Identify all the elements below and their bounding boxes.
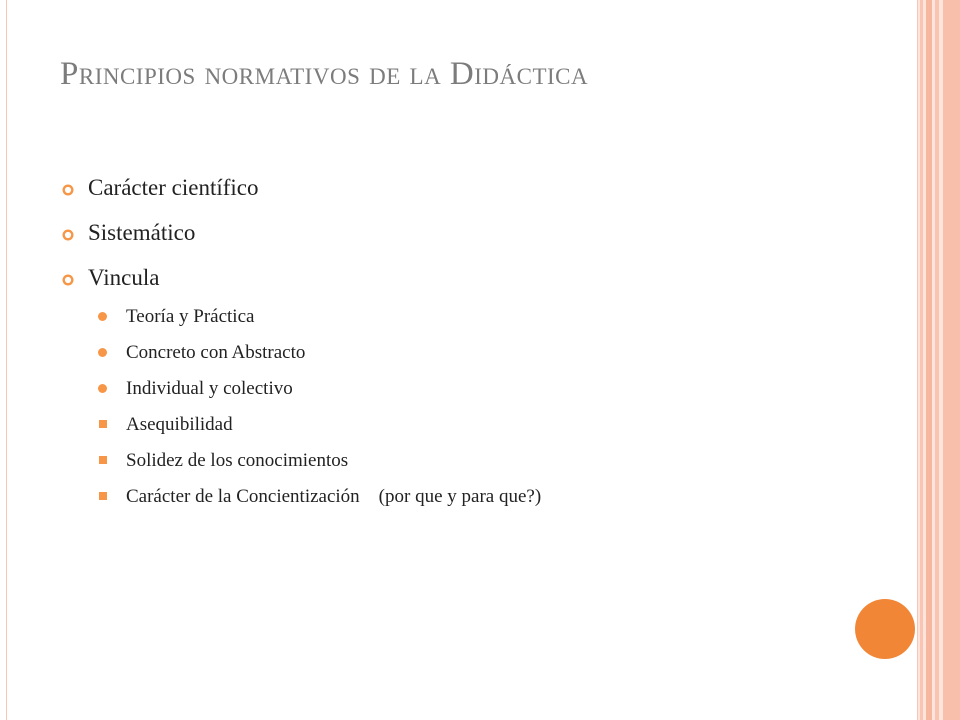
orange-dot-icon [98,348,107,357]
sub-bullet-text: Solidez de los conocimientos [126,450,349,471]
bullet-text: Vincula [88,265,160,290]
stripe [920,0,923,720]
orange-dot-icon [98,384,107,393]
stripe [935,0,939,720]
orange-circle-decoration [855,599,915,659]
slide-title: Principios normativos de la Didáctica [60,56,589,92]
stripe [943,0,960,720]
hollow-orange-circle-icon [62,274,74,286]
stripe [926,0,932,720]
bullet-list [62,175,542,522]
sub-bullet-text: Concreto con Abstracto [126,342,306,363]
orange-square-icon [99,492,107,500]
right-decorative-stripes [918,0,960,720]
list-item [62,220,196,265]
hollow-orange-circle-icon [62,184,74,196]
orange-dot-icon [98,312,107,321]
orange-square-icon [99,420,107,428]
sub-bullet-text: Individual y colectivo [126,378,293,399]
hollow-orange-circle-icon [62,229,74,241]
list-item [62,175,259,220]
orange-square-icon [99,456,107,464]
sub-bullet-text: Teoría y Práctica [126,306,255,327]
sub-bullet-text: Asequibilidad [126,414,233,435]
bullet-text: Carácter científico [88,175,259,200]
sub-bullet-text: Carácter de la Concientización (por que y para que?) [126,486,542,507]
bullet-text: Sistemático [88,220,196,245]
list-item [62,265,160,310]
